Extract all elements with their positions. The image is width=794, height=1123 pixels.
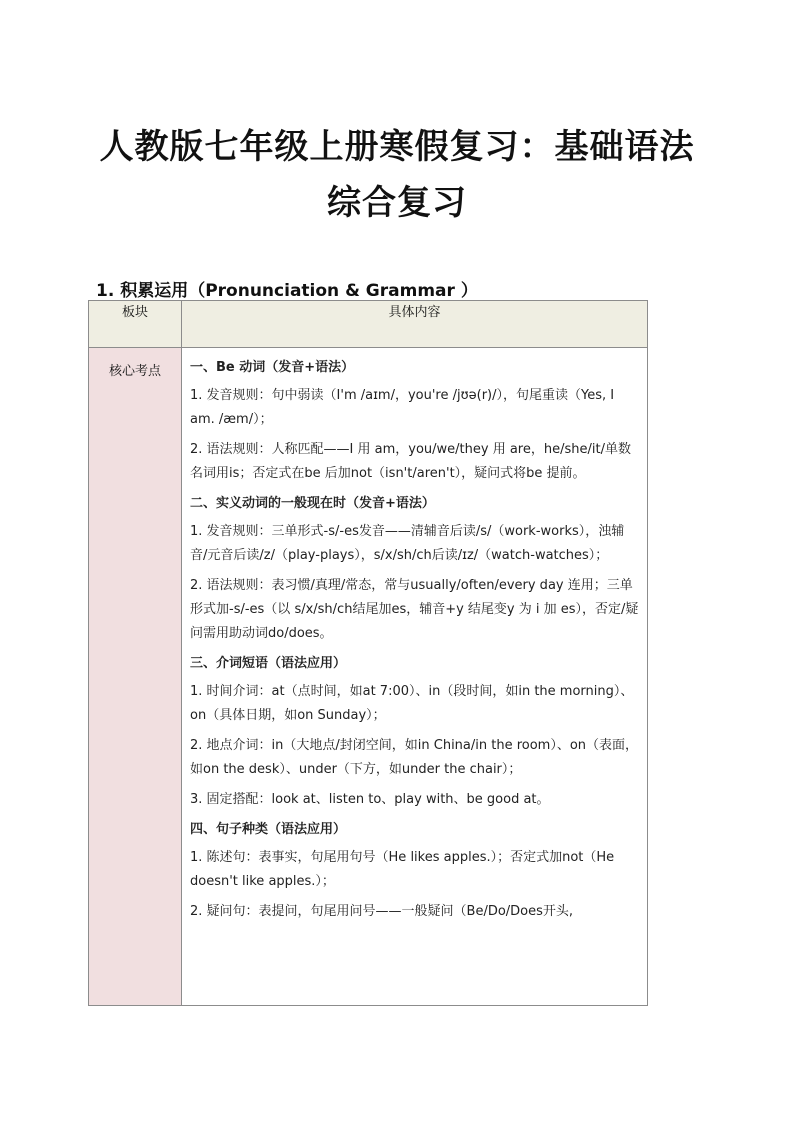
table-row	[89, 348, 648, 1006]
category-label: 核心考点	[108, 364, 161, 379]
block-heading: 三、介词短语（语法应用）	[190, 656, 347, 671]
page-title-line-1: 人教版七年级上册寒假复习：基础语法	[99, 127, 695, 167]
block-heading: 二、实义动词的一般现在时（发音+语法）	[190, 496, 435, 511]
list-item: 1. 发音规则：句中弱读（I'm /aɪm/，you're /jʊə(r)/），句尾重读（Yes, I am. /æm/）；	[190, 388, 615, 427]
category-cell	[89, 348, 182, 1006]
list-item: 2. 疑问句：表提问，句尾用问号——一般疑问（Be/Do/Does开头,	[190, 904, 574, 919]
header-cell-section: 板块	[89, 301, 182, 348]
list-item: 2. 地点介词：in（大地点/封闭空间，如in China/in the room）、on（表面，如on the desk）、under（下方，如under the chair）；	[190, 738, 639, 777]
section-heading: 1. 积累运用（Pronunciation & Grammar ）	[96, 281, 478, 301]
content-cell	[182, 348, 648, 1006]
header-cell-content: 具体内容	[182, 301, 648, 348]
content-body	[182, 348, 647, 924]
list-item: 3. 固定搭配：look at、listen to、play with、be good at。	[190, 792, 550, 807]
content-table	[88, 300, 648, 1006]
list-item: 2. 语法规则：表习惯/真理/常态，常与usually/often/every day 连用；三单形式加-s/-es（以 s/x/sh/ch结尾加es，辅音+y 结尾变y 为 i 加 es），否定/疑问需用助动词do/does。	[190, 578, 639, 641]
list-item: 1. 发音规则：三单形式-s/-es发音——清辅音后读/s/（work-works），浊辅音/元音后读/z/（play-plays），s/x/sh/ch后读/ɪz/（watch-watches）；	[190, 524, 625, 563]
list-item: 1. 陈述句：表事实，句尾用句号（He likes apples.）；否定式加not（He doesn't like apples.）；	[190, 850, 615, 889]
table-header-row	[89, 301, 648, 348]
list-item: 1. 时间介词：at（点时间，如at 7:00）、in（段时间，如in the morning）、on（具体日期，如on Sunday）；	[190, 684, 634, 723]
page-title-line-2: 综合复习	[327, 183, 467, 223]
block-heading: 四、句子种类（语法应用）	[190, 822, 347, 837]
block-heading: 一、Be 动词（发音+语法）	[190, 360, 355, 375]
list-item: 2. 语法规则：人称匹配——I 用 am，you/we/they 用 are，he/she/it/单数名词用is；否定式在be 后加not（isn't/aren't），疑问式将be 提前。	[190, 442, 631, 481]
